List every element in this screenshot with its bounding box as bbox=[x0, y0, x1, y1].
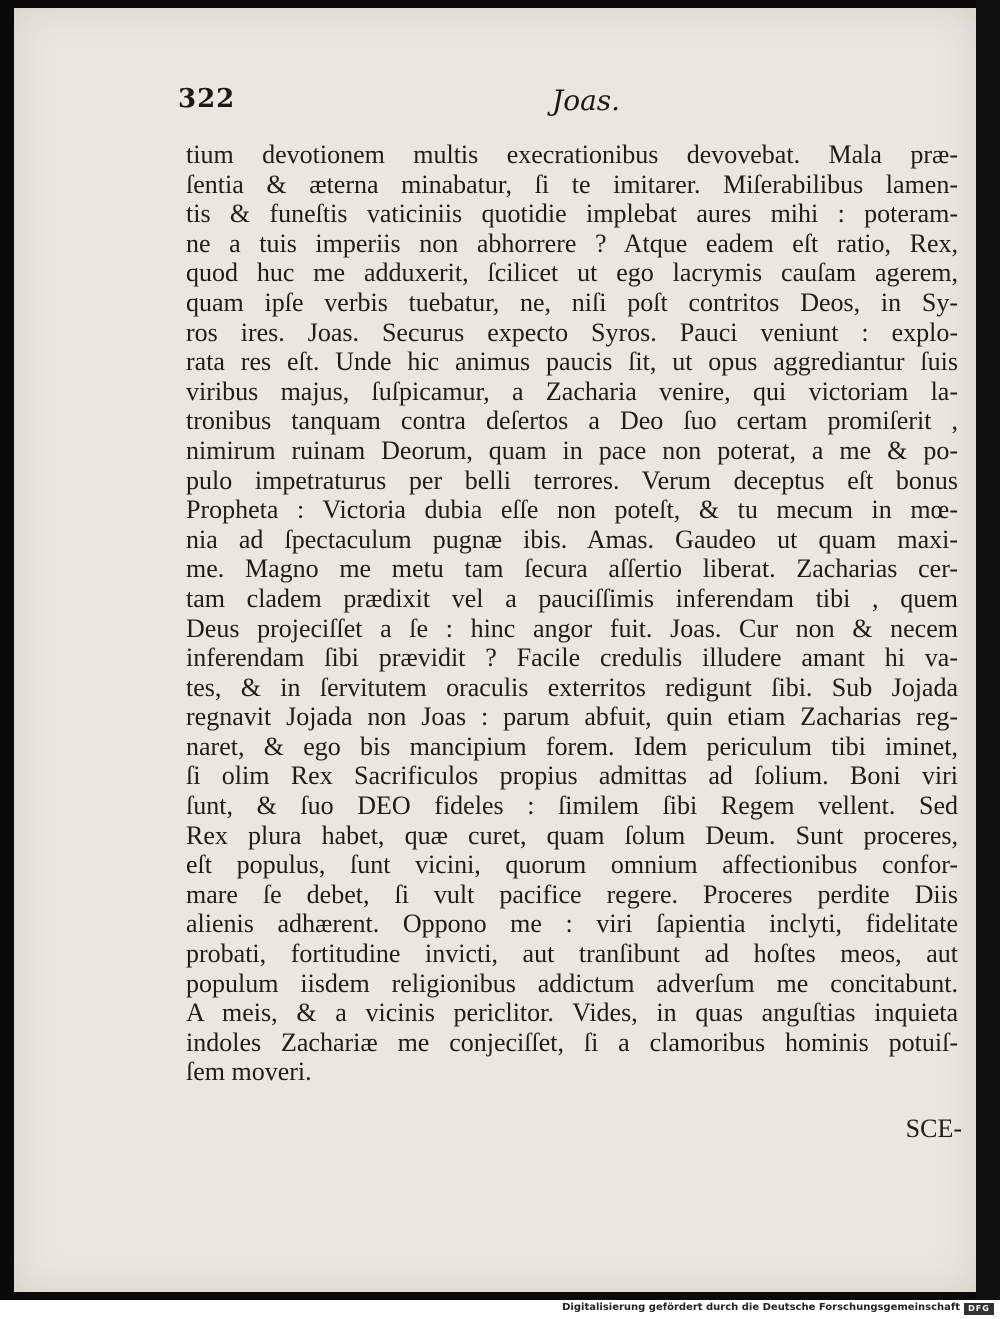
text-line: naret, & ego bis mancipium forem. Idem periculum tibi iminet, bbox=[186, 731, 958, 761]
text-line: Deus projeciſſet a ſe : hinc angor fuit. Joas. Cur non & necem bbox=[186, 613, 958, 643]
text-line: rata res eſt. Unde hic animus paucis ſit, ut opus aggrediantur ſuis bbox=[186, 347, 958, 377]
text-line: inferendam ſibi prævidit ? Facile credulis illudere amant hi va- bbox=[186, 643, 958, 673]
text-line: me. Magno me metu tam ſecura aſſertio liberat. Zacharias cer- bbox=[186, 554, 958, 584]
scan-edge bbox=[976, 0, 1000, 1300]
text-line: tium devotionem multis execrationibus devovebat. Mala præ- bbox=[186, 140, 958, 169]
text-line: tis & funeſtis vaticiniis quotidie implebat aures mihi : poteram- bbox=[186, 199, 958, 229]
text-line: eſt populus, ſunt vicini, quorum omnium affectionibus confor- bbox=[186, 850, 958, 880]
text-line: tam cladem prædixit vel a pauciſſimis inferendam tibi , quem bbox=[186, 583, 958, 613]
digitization-footer bbox=[0, 1301, 1000, 1319]
text-line: ſi olim Rex Sacrificulos propius admittas ad ſolium. Boni viri bbox=[186, 761, 958, 791]
running-title: Joas. bbox=[552, 84, 621, 117]
text-line: alienis adhærent. Oppono me : viri ſapientia inclyti, fidelitate bbox=[186, 909, 958, 939]
dfg-logo-icon: DFG bbox=[964, 1303, 994, 1315]
text-line: A meis, & a vicinis periclitor. Vides, in quas anguſtias inquieta bbox=[186, 998, 958, 1028]
page-number: 322 bbox=[178, 84, 236, 114]
text-line: viribus majus, ſuſpicamur, a Zacharia venire, qui victoriam la- bbox=[186, 376, 958, 406]
text-line: Propheta : Victoria dubia eſſe non poteſt, & tu mecum in mœ- bbox=[186, 495, 958, 525]
page-header bbox=[166, 84, 958, 124]
text-line: ſem moveri. bbox=[186, 1057, 312, 1087]
text-line: ſentia & æterna minabatur, ſi te imitarer. Miſerabilibus lamen- bbox=[186, 169, 958, 199]
text-line: ne a tuis imperiis non abhorrere ? Atque eadem eſt ratio, Rex, bbox=[186, 228, 958, 258]
text-line: populum iisdem religionibus addictum adverſum me concitabunt. bbox=[186, 968, 958, 998]
text-line: tronibus tanquam contra deſertos a Deo ſuo certam promiſerit , bbox=[186, 406, 958, 436]
text-line: quam ipſe verbis tuebatur, ne, niſi poſt contritos Deos, in Sy- bbox=[186, 287, 958, 317]
text-line: pulo impetraturus per belli terrores. Verum deceptus eſt bonus bbox=[186, 465, 958, 495]
text-line: mare ſe debet, ſi vult pacifice regere. Proceres perdite Diis bbox=[186, 879, 958, 909]
text-line: probati, fortitudine invicti, aut tranſibunt ad hoſtes meos, aut bbox=[186, 939, 958, 969]
text-line: nimirum ruinam Deorum, quam in pace non poterat, a me & po- bbox=[186, 435, 958, 465]
text-line: ſunt, & ſuo DEO fideles : ſimilem ſibi Regem vellent. Sed bbox=[186, 791, 958, 821]
catchword: SCE- bbox=[905, 1114, 962, 1143]
text-line: nia ad ſpectaculum pugnæ ibis. Amas. Gaudeo ut quam maxi- bbox=[186, 524, 958, 554]
funding-credit: Digitalisierung gefördert durch die Deutsche Forschungsgemeinschaft bbox=[562, 1302, 960, 1313]
text-line: Rex plura habet, quæ curet, quam ſolum Deum. Sunt proceres, bbox=[186, 820, 958, 850]
text-line: indoles Zachariæ me conjeciſſet, ſi a clamoribus hominis potuiſ- bbox=[186, 1027, 958, 1057]
text-line: quod huc me adduxerit, ſcilicet ut ego lacrymis cauſam agerem, bbox=[186, 258, 958, 288]
text-line: ros ires. Joas. Securus expecto Syros. Pauci veniunt : explo- bbox=[186, 317, 958, 347]
text-line: tes, & in ſervitutem oraculis exterritos redigunt ſibi. Sub Jojada bbox=[186, 672, 958, 702]
body-text bbox=[186, 140, 958, 1087]
text-line: regnavit Jojada non Joas : parum abfuit, quin etiam Zacharias reg- bbox=[186, 702, 958, 732]
